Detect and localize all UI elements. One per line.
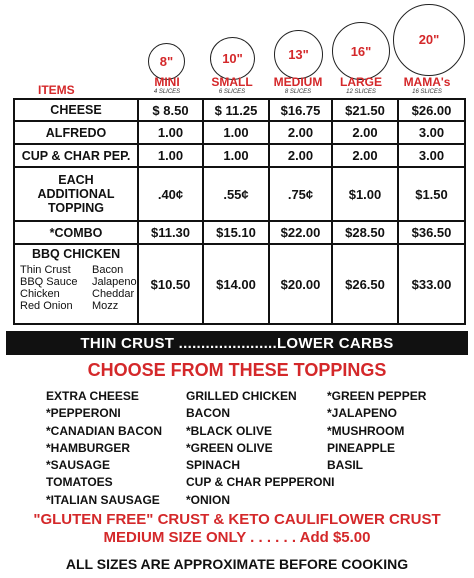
size-slices-mini: 4 SLICES [153, 89, 181, 95]
topping-item: PINEAPPLE [327, 440, 396, 455]
bbq-ingredients [20, 264, 137, 312]
price-cell: 3.00 [398, 121, 465, 144]
toppings-heading: CHOOSE FROM THESE TOPPINGS [87, 360, 387, 380]
col-head-mini [136, 76, 198, 96]
table-row-additional-topping [14, 167, 465, 221]
col-head-small [201, 76, 263, 96]
topping-item: *GREEN OLIVE [186, 440, 273, 455]
price-cell: $36.50 [398, 221, 465, 244]
size-inch-medium: 13" [288, 47, 309, 62]
bbq-ingredient: Thin Crust [20, 264, 71, 276]
topping-item: GRILLED CHICKEN [186, 389, 297, 403]
topping-item: *MUSHROOM [327, 423, 405, 438]
topping-item: BASIL [327, 458, 363, 473]
price-cell: $1.50 [398, 167, 465, 221]
toppings-column-3 [327, 388, 426, 474]
price-cell: 1.00 [138, 121, 203, 144]
col-head-medium [267, 76, 329, 96]
size-circle-mamas [393, 4, 465, 76]
topping-item: *SAUSAGE [46, 458, 111, 473]
price-cell: $ 11.25 [203, 99, 269, 121]
price-cell: $15.10 [203, 221, 269, 244]
table-row-combo [14, 221, 465, 244]
price-cell: 2.00 [269, 144, 332, 167]
topping-item: *CANADIAN BACON [46, 423, 162, 438]
toppings-column-2 [186, 388, 334, 509]
topping-item: BACON [186, 406, 230, 421]
size-inch-mamas: 20" [418, 31, 440, 47]
topping-item: *HAMBURGER [46, 440, 130, 455]
topping-item: TOMATOES [46, 475, 113, 490]
price-cell: 1.00 [203, 121, 269, 144]
bbq-cell [14, 244, 138, 324]
topping-item: *PEPPERONI [46, 406, 121, 421]
topping-item: *ONION [186, 492, 231, 507]
topping-item: *GREEN PEPPER [327, 389, 427, 403]
bbq-ingredient: Red Onion [20, 300, 73, 312]
thin-crust-banner: THIN CRUST ......................LOWER CARBS [6, 331, 468, 355]
row-label: *COMBO [14, 221, 138, 244]
bbq-ingredient: Chicken [20, 288, 60, 300]
price-cell: $1.00 [332, 167, 398, 221]
price-cell: $21.50 [332, 99, 398, 121]
size-slices-large: 12 SLICES [346, 89, 376, 95]
price-cell: $28.50 [332, 221, 398, 244]
size-inch-large: 16" [350, 43, 372, 59]
topping-item: *ITALIAN SAUSAGE [46, 492, 160, 507]
row-label: CHEESE [14, 99, 138, 121]
table-row-cup-char [14, 144, 465, 167]
price-cell: $14.00 [203, 244, 269, 324]
price-cell: $20.00 [269, 244, 332, 324]
row-label: EACH ADDITIONAL TOPPING [14, 167, 138, 221]
items-header: ITEMS [38, 83, 75, 97]
size-circle-medium [274, 30, 323, 79]
price-table [13, 98, 466, 325]
table-row-alfredo [14, 121, 465, 144]
size-inch-mini: 8" [159, 54, 174, 69]
price-cell: .55¢ [203, 167, 269, 221]
table-row-bbq-chicken [14, 244, 465, 324]
approximate-size-note: ALL SIZES ARE APPROXIMATE BEFORE COOKING [65, 556, 409, 572]
size-inch-small: 10" [222, 51, 243, 66]
row-label: ALFREDO [14, 121, 138, 144]
toppings-column-1 [46, 388, 162, 509]
price-cell: $11.30 [138, 221, 203, 244]
bbq-ingredient: Mozz [92, 300, 119, 312]
price-cell: $10.50 [138, 244, 203, 324]
bbq-ingredient: Bacon [92, 264, 124, 276]
price-cell: $16.75 [269, 99, 332, 121]
gluten-free-note: "GLUTEN FREE" CRUST & KETO CAULIFLOWER CRUST [33, 511, 441, 528]
price-cell: $22.00 [269, 221, 332, 244]
price-cell: $33.00 [398, 244, 465, 324]
gluten-free-price: MEDIUM SIZE ONLY . . . . . . Add $5.00 [103, 529, 371, 546]
size-name-mini: MINI [154, 75, 180, 89]
size-slices-medium: 8 SLICES [284, 89, 312, 95]
price-cell: 1.00 [138, 144, 203, 167]
price-cell: 1.00 [203, 144, 269, 167]
size-name-mamas: MAMA's [403, 75, 451, 89]
price-cell: $26.50 [332, 244, 398, 324]
size-circle-large [332, 22, 390, 80]
row-label: CUP & CHAR PEP. [14, 144, 138, 167]
col-head-large [330, 76, 392, 96]
size-slices-mamas: 16 SLICES [412, 89, 442, 95]
price-cell: 2.00 [332, 121, 398, 144]
size-name-medium: MEDIUM [273, 75, 323, 89]
price-cell: 2.00 [332, 144, 398, 167]
bbq-ingredient: Jalapeno [92, 276, 137, 288]
bbq-title: BBQ CHICKEN [32, 247, 121, 261]
topping-item: SPINACH [186, 458, 241, 473]
topping-item: *BLACK OLIVE [186, 423, 273, 438]
size-name-large: LARGE [340, 75, 382, 89]
size-slices-small: 6 SLICES [218, 89, 246, 95]
table-row-cheese [14, 99, 465, 121]
bbq-ingredient: BBQ Sauce [20, 276, 78, 288]
topping-item: CUP & CHAR PEPPERONI [186, 475, 335, 490]
price-cell: 3.00 [398, 144, 465, 167]
price-cell: .75¢ [269, 167, 332, 221]
topping-item: EXTRA CHEESE [46, 389, 139, 403]
col-head-mamas [396, 76, 458, 96]
price-cell: 2.00 [269, 121, 332, 144]
price-cell: $26.00 [398, 99, 465, 121]
size-circle-small [210, 37, 255, 80]
price-cell: $ 8.50 [138, 99, 203, 121]
topping-item: *JALAPENO [327, 406, 398, 421]
size-name-small: SMALL [211, 75, 253, 89]
price-cell: .40¢ [138, 167, 203, 221]
bbq-ingredient: Cheddar [92, 288, 135, 300]
